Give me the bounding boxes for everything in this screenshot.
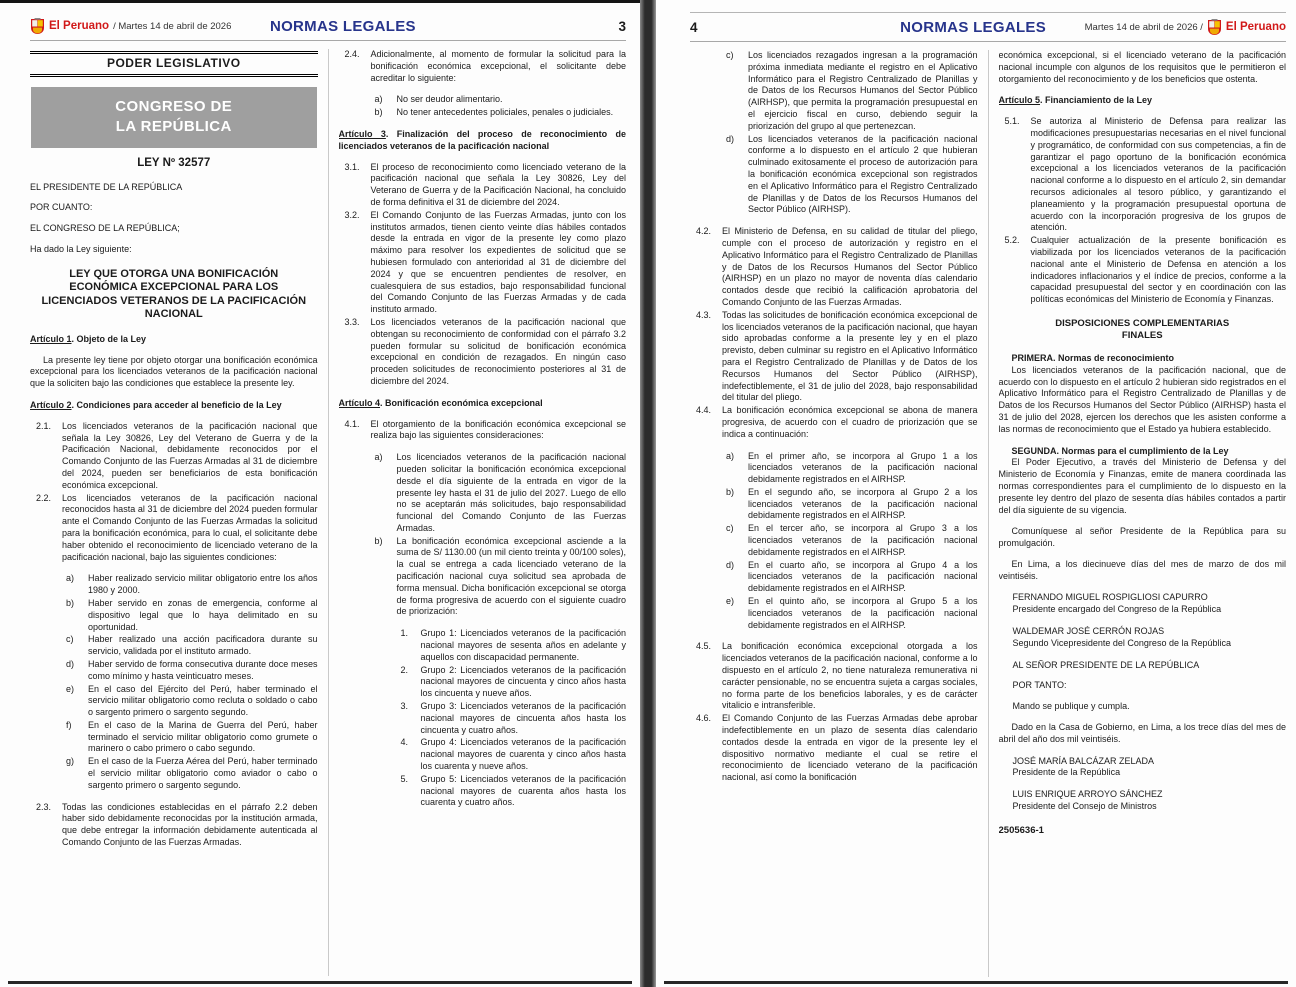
item-text: Cualquier actualización de la presente bonificación es viabilizada por los licenciados veteranos de la pacificación nacional ante el Ministerio de Defensa en atención a los indicadores inflacionarios y el índice de precios, conforme a la capacidad presupuestal del sector y en coordinación con las políticas económicas del Ministerio de Economía y Finanzas. [1030, 235, 1286, 305]
page-3-columns [30, 49, 626, 976]
numbered-item [339, 162, 627, 209]
page-number: 4 [690, 19, 698, 35]
letter-item [690, 487, 978, 522]
item-marker: e) [66, 683, 75, 694]
letter-item [30, 634, 318, 658]
column-2 [339, 49, 627, 976]
paragraph: económica excepcional, si el licenciado veterano de la pacificación nacional incumple con algunos de los requisitos que le permitieron el otorgamiento del reconocimiento y de los beneficios que ostenta. [998, 50, 1286, 84]
item-text: Todas las condiciones establecidas en el párrafo 2.2 deben haber sido debidamente reconocidas por la institución armada, que debe entregar la información debidamente autenticada al Comando Conjunto de las Fuerzas Armadas. [62, 801, 318, 848]
item-marker: a) [374, 94, 383, 105]
signature-name: LUIS ENRIQUE ARROYO SÁNCHEZ [1012, 789, 1163, 800]
page-3 [0, 0, 640, 987]
group-item [339, 737, 627, 772]
paragraph: Comuníquese al señor Presidente de la República para su promulgación. [998, 526, 1286, 549]
final-provisions-line: FINALES [1121, 330, 1163, 342]
item-marker: 3.2. [344, 209, 360, 220]
paragraph: Dado en la Casa de Gobierno, en Lima, a los trece días del mes de abril del año dos mil veintiséis. [998, 722, 1286, 744]
item-marker: d) [726, 133, 735, 144]
item-marker: c) [66, 634, 74, 645]
item-marker: 3.1. [344, 161, 360, 172]
article-heading-rest: . Condiciones para acceder al beneficio de la Ley [71, 399, 282, 410]
article-heading [339, 398, 627, 410]
letter-item [30, 573, 318, 597]
numbered-item [30, 802, 318, 849]
item-marker: c) [726, 50, 734, 60]
item-text: Haber servido de forma consecutiva durante doce meses como mínimo y hasta veinticuatro meses. [88, 658, 318, 681]
column-divider [328, 49, 329, 976]
item-text: No ser deudor alimentario. [396, 94, 503, 105]
signature-block [1013, 592, 1287, 616]
numbered-item [690, 641, 978, 712]
item-marker: 2.3. [36, 801, 52, 812]
letter-item [30, 684, 318, 719]
el-peruano-logo-icon [1207, 19, 1222, 36]
item-text: Grupo 5: Licenciados veteranos de la pacificación nacional mayores de cuarenta años hasta los cuarenta y cuatro años. [420, 773, 626, 808]
item-text: Todas las solicitudes de bonificación económica excepcional de los licenciados veteranos de la pacificación nacional, que hayan sido aprobadas conforme a la presente ley y en el plazo previsto, deben culminar su registro en el Aplicativo Informático para el Registro Centralizado de Planillas y de Datos de los Recursos Humanos del Sector Público (AIRHSP), indefectiblemente, el 31 de julio del 2028, bajo responsabilidad del titular del pliego. [722, 309, 978, 403]
item-marker: b) [374, 535, 383, 546]
provision-heading: SEGUNDA. Normas para el cumplimiento de la Ley [1011, 445, 1229, 456]
item-text: Los licenciados veteranos de la pacificación nacional conforme a lo dispuesto en el artículo 2 que hubieran culminado exitosamente el proceso de autorización para la bonificación económica excepcional son registrados en el Aplicativo Informático para el Registro Centralizado de Planillas y de Datos de los Recursos Humanos del Sector Público (AIRHSP). [748, 133, 978, 215]
item-marker: 2.4. [344, 49, 360, 59]
item-marker: 2.1. [36, 420, 52, 431]
item-marker: d) [726, 559, 735, 570]
column-3 [690, 50, 978, 977]
law-title: LEY QUE OTORGA UNA BONIFICACIÓN ECONÓMICA EXCEPCIONAL PARA LOS LICENCIADOS VETERANOS DE LA PACIFICACIÓN NACIONAL [41, 267, 307, 321]
letter-item [339, 107, 627, 119]
power-section-heading: PODER LEGISLATIVO [30, 51, 318, 77]
text-line: AL SEÑOR PRESIDENTE DE LA REPÚBLICA [1012, 659, 1200, 670]
item-marker: f) [66, 719, 72, 730]
numbered-item [339, 49, 627, 84]
header-date: / Martes 14 de abril de 2026 [113, 20, 232, 32]
numbered-item [339, 210, 627, 316]
item-text: Haber realizado servicio militar obligatorio entre los años 1980 y 2000. [88, 573, 318, 596]
item-marker: 2. [400, 664, 409, 675]
law-number: LEY Nº 32577 [137, 156, 211, 169]
item-marker: 4.3. [696, 309, 712, 320]
page-3-header [30, 12, 626, 41]
article-heading [30, 400, 318, 412]
item-text: En el caso de la Marina de Guerra del Perú, haber terminado el servicio militar obligatorio como grumete o marinero o cabo primero o cabo segundo. [88, 719, 318, 754]
numbered-item [690, 310, 978, 404]
item-marker: 4.2. [696, 226, 712, 237]
signature-block [1013, 626, 1287, 650]
item-marker: 2.2. [36, 492, 52, 503]
item-marker: a) [374, 452, 383, 463]
item-marker: g) [66, 756, 75, 767]
item-text: El Comando Conjunto de las Fuerzas Armadas, junto con los institutos armados, tienen ciento veinte días hábiles contados desde la entrada en vigor de la presente ley como plazo máximo para resolver los expedientes de solicitud que se hubiesen formulado con anterioridad al 31 de diciembre del 2024 y que se encuentren pendientes de resolver, en cualesquiera de sus estadios, bajo responsabilidad funcional del Comando Conjunto de las Fuerzas Armadas y de cada instituto armado. [370, 209, 626, 315]
item-marker: a) [726, 450, 735, 461]
paragraph: Los licenciados veteranos de la pacificación nacional, que de acuerdo con lo dispuesto en el artículo 2 hubieran sido registrados en el Aplicativo Informático para el Registro Centralizado de Planillas y de Datos de los Recursos Humanos del Sector Público (AIRHSP) hasta el 31 de julio del 2028, ejercen los derechos que les asisten conforme a las normas de reconocimiento que el Estado ya hubiera establecido. [998, 364, 1286, 434]
column-divider [988, 50, 989, 977]
item-marker: 4.5. [696, 641, 712, 652]
item-marker: b) [66, 597, 75, 608]
section-title: NORMAS LEGALES [269, 17, 416, 35]
item-marker: 5.2. [1004, 235, 1020, 246]
numbered-item [339, 419, 627, 443]
page-4 [656, 0, 1296, 987]
item-text: Se autoriza al Ministerio de Defensa para realizar las modificaciones presupuestarias necesarias en el nivel funcional y programático, de conformidad con sus competencias, a fin de garantizar el pago oportuno de la bonificación económica excepcional a los licenciados veteranos de la pacificación nacional conforme a lo dispuesto en el artículo 2, sin demandar recursos adicionales al tesoro público, y garantizando el planeamiento y la programación presupuestal oportuna de acuerdo con la incorporación progresiva de los grupos de atención. [1030, 116, 1286, 233]
item-text: Los licenciados veteranos de la pacificación nacional que señala la Ley 30826, Ley del Veterano de Guerra y de la Pacificación Nacional, debidamente reconocidos por el Comando Conjunto de las Fuerzas Armadas al 31 de diciembre del 2024, pueden ser beneficiarios de esta bonificación económica excepcional. [62, 420, 318, 490]
item-text: Los licenciados rezagados ingresan a la programación próxima inmediata mediante el registro en el Aplicativo Informático para el Registro Centralizado de Planillas y de Datos de los Recursos Humanos del Sector Público (AIRHSP), que permita la programación presupuestal en el ejercicio fiscal en curso, debiendo seguir la priorización del grupo al que pertenezcan. [748, 50, 978, 131]
article-heading-rest: . Bonificación económica excepcional [380, 397, 543, 408]
congress-banner [31, 87, 317, 148]
publication-code: 2505636-1 [998, 824, 1044, 836]
item-text: El Comando Conjunto de las Fuerzas Armadas debe aprobar indefectiblemente en un plazo de sesenta días calendario contados desde la entrada en vigor de la presente ley el dispositivo normativo mediante el cual se retire el reconocimiento de licenciado veterano de la pacificación nacional, así como la bonificación [722, 713, 978, 783]
item-text: El proceso de reconocimiento como licenciado veterano de la pacificación nacional que señala la Ley 30826, Ley del Veterano de Guerra y de la Pacificación Nacional, ha concluido de forma definitiva el 31 de diciembre del 2024. [370, 161, 626, 207]
item-text: En el caso del Ejército del Perú, haber terminado el servicio militar obligatorio como recluta o soldado o cabo o sargento primero o sargento segundo. [88, 683, 318, 718]
signature-block [1013, 756, 1287, 780]
numbered-item [339, 317, 627, 388]
column-4 [999, 50, 1287, 977]
letter-item [690, 560, 978, 595]
item-text: En el quinto año, se incorpora al Grupo 5 a los licenciados veteranos de la pacificación nacional debidamente registrados en el AIRHSP. [748, 596, 978, 630]
letter-item [690, 523, 978, 558]
page-number: 3 [618, 18, 626, 34]
numbered-item [30, 421, 318, 492]
signature-name: JOSÉ MARÍA BALCÁZAR ZELADA [1012, 755, 1155, 766]
header-date: Martes 14 de abril de 2026 / [1084, 21, 1203, 33]
item-marker: 5. [400, 773, 409, 784]
section-title: NORMAS LEGALES [900, 18, 1047, 36]
page-4-columns [690, 50, 1286, 977]
letter-item [690, 50, 978, 133]
article-label: Artículo 4 [338, 397, 381, 408]
letter-item [339, 536, 627, 619]
item-marker: 5.1. [1004, 116, 1020, 127]
text-line: POR TANTO: [1012, 680, 1067, 691]
item-marker: 4.4. [696, 405, 712, 416]
group-item [339, 701, 627, 736]
item-marker: b) [726, 486, 735, 497]
provision-heading: PRIMERA. Normas de reconocimiento [1011, 352, 1175, 363]
article-label: Artículo 3 [338, 128, 386, 139]
signature-role: Segundo Vicepresidente del Congreso de la República [1012, 637, 1231, 648]
item-text: El Ministerio de Defensa, en su calidad de titular del pliego, cumple con el proceso de autorización y registro en el Aplicativo Informático para el Registro Centralizado de Planillas y de Datos de los Recursos Humanos del Sector Público (AIRHSP) en un plazo no mayor de noventa días calendario contados desde que recibió la calificación aprobatoria del Comando Conjunto de las Fuerzas Armadas. [722, 226, 978, 307]
letter-item [30, 659, 318, 683]
item-text: En el segundo año, se incorpora al Grupo 2 a los licenciados veteranos de la pacificación nacional debidamente registrados en el AIRHSP. [748, 486, 978, 521]
item-text: Grupo 2: Licenciados veteranos de la pacificación nacional mayores de cincuenta y cinco años hasta los cincuenta y nueve años. [420, 664, 626, 699]
brand-name: El Peruano [1225, 21, 1286, 33]
item-marker: e) [726, 596, 735, 607]
item-marker: 3.3. [344, 316, 360, 327]
letter-item [339, 452, 627, 535]
item-text: La bonificación económica excepcional se abona de manera progresiva, de acuerdo con el cuadro de priorización que se indica a continuación: [722, 405, 978, 439]
group-item [339, 774, 627, 809]
text-line: Mando se publique y cumpla. [1012, 701, 1130, 712]
article-heading-rest: . Finalización del proceso de reconocimiento de licenciados veteranos de la pacificación nacional [338, 128, 626, 151]
item-marker: a) [66, 573, 75, 584]
signature-name: FERNANDO MIGUEL ROSPIGLIOSI CAPURRO [1012, 592, 1208, 603]
letter-item [30, 720, 318, 755]
item-text: La bonificación económica excepcional asciende a la suma de S/ 1130.00 (un mil ciento treinta y 00/100 soles), la cual se entrega a cada licenciado veterano de la pacificación nacional cuya solicitud sea aprobada de forma mensual. Dicha bonificación excepcional se otorga de forma progresiva de acuerdo con el siguiente cuadro de priorización: [396, 535, 626, 617]
item-text: Grupo 3: Licenciados veteranos de la pacificación nacional mayores de cincuenta años hasta los cincuenta y cuatro años. [420, 701, 626, 735]
page-4-header [690, 12, 1286, 42]
item-marker: 4. [400, 737, 409, 748]
item-text: En el primer año, se incorpora al Grupo 1 a los licenciados veteranos de la pacificación nacional debidamente registrados en el AIRHSP. [748, 450, 978, 485]
paragraph: La presente ley tiene por objeto otorgar una bonificación económica excepcional para los licenciados veteranos de la pacificación nacional que la soliciten bajo las condiciones que establece la presente ley. [30, 354, 318, 389]
article-label: Artículo 5 [998, 95, 1041, 106]
article-label: Artículo 2 [30, 399, 72, 410]
header-brand-zone [30, 18, 231, 35]
numbered-item [690, 405, 978, 440]
numbered-item [999, 116, 1287, 234]
item-text: Haber servido en zonas de emergencia, conforme al dispositivo legal que lo haya delimitado en su oportunidad. [88, 597, 318, 632]
item-text: Los licenciados veteranos de la pacificación nacional reconocidos hasta al 31 de diciembre del 2024 pueden formular ante el Comando Conjunto de las Fuerzas Armadas la solicitud para la bonificación económica, para lo cual, el solicitante debe haber obtenido el reconocimiento de licenciado veterano de la pacificación nacional, bajo las siguientes condiciones: [62, 492, 318, 562]
numbered-item [690, 226, 978, 309]
article-label: Artículo 1 [30, 333, 72, 344]
page-gutter [640, 0, 656, 987]
final-provisions-heading [999, 318, 1287, 343]
congress-banner-line: LA REPÚBLICA [115, 117, 232, 135]
column-1 [30, 49, 318, 976]
numbered-item [30, 493, 318, 564]
item-text: El otorgamiento de la bonificación económica excepcional se realiza bajo las siguientes consideraciones: [370, 418, 626, 441]
item-marker: c) [726, 523, 734, 534]
final-provisions-line: DISPOSICIONES COMPLEMENTARIAS [1055, 317, 1230, 329]
letter-item [30, 756, 318, 791]
item-text: En el cuarto año, se incorpora al Grupo 4 a los licenciados veteranos de la pacificación nacional debidamente registrados en el AIRHSP. [748, 559, 978, 594]
article-heading-rest: . Financiamiento de la Ley [1040, 95, 1153, 106]
article-heading [999, 95, 1287, 107]
item-text: En el caso de la Fuerza Aérea del Perú, haber terminado el servicio militar obligatorio como aviador o cabo o sargento primero o sargento segundo. [88, 756, 318, 790]
item-marker: 1. [400, 628, 409, 639]
letter-item [690, 451, 978, 486]
signature-block [1013, 789, 1287, 813]
item-text: No tener antecedentes policiales, penales o judiciales. [396, 107, 614, 118]
numbered-item [999, 235, 1287, 306]
item-marker: 4.1. [344, 418, 360, 429]
article-heading [339, 129, 627, 153]
paragraph: En Lima, a los diecinueve días del mes de marzo de dos mil veintiséis. [998, 558, 1286, 581]
brand-name: El Peruano [49, 20, 110, 32]
congress-banner-line: CONGRESO DE [115, 97, 233, 115]
signature-name: WALDEMAR JOSÉ CERRÓN ROJAS [1012, 626, 1165, 637]
item-text: Haber realizado una acción pacificadora durante su servicio, validada por el instituto armado. [88, 634, 318, 657]
item-marker: d) [66, 658, 75, 669]
el-peruano-logo-icon [30, 18, 45, 35]
group-item [339, 628, 627, 663]
article-heading-rest: . Objeto de la Ley [71, 333, 147, 344]
text-line: EL PRESIDENTE DE LA REPÚBLICA [30, 181, 183, 192]
item-text: Los licenciados veteranos de la pacificación nacional que obtengan su reconocimiento de conformidad con el párrafo 3.2 pueden formular su solicitud de bonificación económica excepcional en condición de rezagados. En ningún caso proceden solicitudes de reconocimiento posteriores al 31 de diciembre del 2024. [370, 316, 626, 386]
item-marker: 3. [400, 701, 409, 712]
signature-role: Presidente encargado del Congreso de la República [1012, 604, 1222, 615]
letter-item [339, 94, 627, 106]
item-text: Grupo 4: Licenciados veteranos de la pacificación nacional mayores de cuarenta y cinco años hasta los cuarenta y nueve años. [420, 737, 626, 772]
item-text: Los licenciados veteranos de la pacificación nacional pueden solicitar la bonificación económica excepcional desde el día siguiente de la entrada en vigor de la presente ley hasta el 31 de julio del 2027. Luego de ello no se aceptarán más solicitudes, bajo responsabilidad funcional del Comando Conjunto de las Fuerzas Armadas. [396, 452, 626, 533]
item-text: Grupo 1: Licenciados veteranos de la pacificación nacional mayores de sesenta años en adelante y aquellos con discapacidad permanente. [420, 628, 626, 662]
paragraph: El Poder Ejecutivo, a través del Ministerio de Defensa y del Ministerio de Economía y Finanzas, emite de manera coordinada las normas correspondientes para el cumplimiento de lo dispuesto en la presente ley dentro del plazo de sesenta días hábiles contados a partir del día siguiente de su vigencia. [998, 457, 1286, 515]
letter-item [690, 134, 978, 217]
letter-item [690, 596, 978, 631]
signature-role: Presidente del Consejo de Ministros [1012, 801, 1157, 812]
item-marker: 4.6. [696, 713, 712, 724]
text-line: EL CONGRESO DE LA REPÚBLICA; [30, 223, 180, 234]
group-item [339, 665, 627, 700]
letter-item [30, 598, 318, 633]
numbered-item [690, 713, 978, 784]
article-heading [30, 334, 318, 346]
text-line: POR CUANTO: [30, 202, 93, 213]
item-text: La bonificación económica excepcional otorgada a los licenciados veteranos de la pacificación nacional, conforme a lo dispuesto en el artículo 2, no tiene naturaleza remunerativa ni carácter pensionable, no se encuentra sujeta a cargas sociales, no forma parte de los beneficios laborales, y es de carácter vitalicio e intransferible. [722, 641, 978, 711]
item-marker: b) [374, 107, 383, 118]
signature-role: Presidente de la República [1012, 767, 1121, 778]
item-text: Adicionalmente, al momento de formular la solicitud para la bonificación económica excepcional, el solicitante debe acreditar lo siguiente: [370, 49, 626, 83]
header-brand-zone [1085, 19, 1286, 36]
item-text: En el tercer año, se incorpora al Grupo 3 a los licenciados veteranos de la pacificación nacional debidamente registrados en el AIRHSP. [748, 523, 978, 557]
text-line: Ha dado la Ley siguiente: [30, 243, 132, 254]
